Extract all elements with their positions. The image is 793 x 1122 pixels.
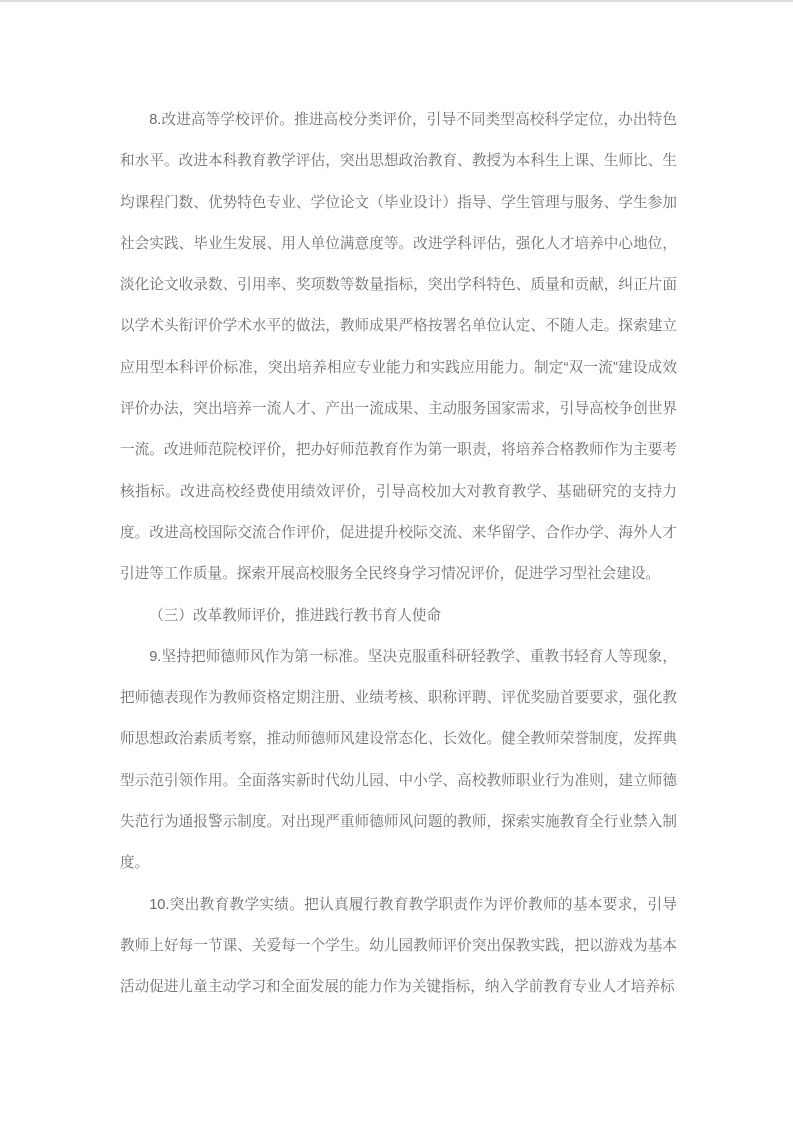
document-text-body xyxy=(120,100,677,1009)
paragraph-item-9: 9.坚持把师德师风作为第一标准。坚决克服重科研轻教学、重教书轻育人等现象，把师德表现作为教师资格定期注册、业绩考核、职称评聘、评优奖励首要要求，强化教师思想政治素质考察，推动师德师风建设常态化、长效化。健全教师荣誉制度，发挥典型示范引领作用。全面落实新时代幼儿园、中小学、高校教师职业行为准则，建立师德失范行为通报警示制度。对出现严重师德师风问题的教师，探索实施教育全行业禁入制度。 xyxy=(120,648,677,872)
paragraph-item-10: 10.突出教育教学实绩。把认真履行教育教学职责作为评价教师的基本要求，引导教师上好每一节课、关爱每一个学生。幼儿园教师评价突出保教实践，把以游戏为基本活动促进儿童主动学习和全面发展的能力作为关键指标，纳入学前教育专业人才培养标 xyxy=(120,896,677,996)
section-heading-3: （三）改革教师评价，推进践行教书育人使命 xyxy=(149,607,442,624)
paragraph-item-8: 8.改进高等学校评价。推进高校分类评价，引导不同类型高校科学定位，办出特色和水平。改进本科教育教学评估，突出思想政治教育、教授为本科生上课、生师比、生均课程门数、优势特色专业、学位论文（毕业设计）指导、学生管理与服务、学生参加社会实践、毕业生发展、用人单位满意度等。改进学科评估，强化人才培养中心地位，淡化论文收录数、引用率、奖项数等数量指标，突出学科特色、质量和贡献，纠正片面以学术头衔评价学术水平的做法，教师成果严格按署名单位认定、不随人走。探索建立应用型本科评价标准，突出培养相应专业能力和实践应用能力。制定“双一流”建设成效评价办法，突出培养一流人才、产出一流成果、主动服务国家需求，引导高校争创世界一流。改进师范院校评价，把办好师范教育作为第一职责，将培养合格教师作为主要考核指标。改进高校经费使用绩效评价，引导高校加大对教育教学、基础研究的支持力度。改进高校国际交流合作评价，促进提升校际交流、来华留学、合作办学、海外人才引进等工作质量。探索开展高校服务全民终身学习情况评价，促进学习型社会建设。 xyxy=(120,112,677,583)
